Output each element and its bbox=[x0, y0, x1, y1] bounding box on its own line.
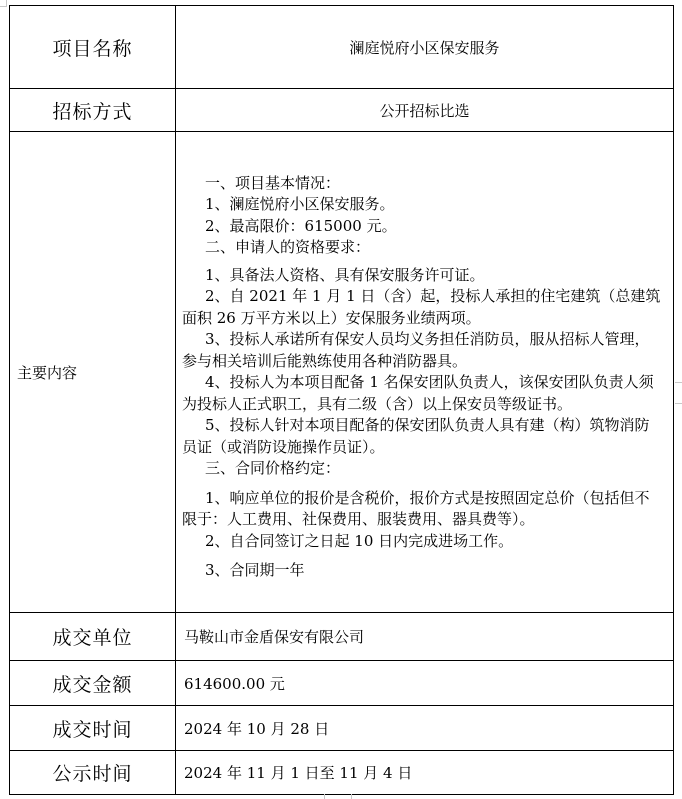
row-winning-bidder bbox=[10, 613, 674, 661]
project-name-label: 项目名称 bbox=[10, 6, 176, 89]
deal-amount-label: 成交金额 bbox=[10, 661, 176, 706]
section1-item: 1、澜庭悦府小区保安服务。 bbox=[205, 195, 395, 213]
row-deal-date bbox=[10, 706, 674, 751]
award-notice-table bbox=[9, 5, 674, 795]
bid-method-label: 招标方式 bbox=[10, 89, 176, 132]
page-corner-mark bbox=[0, 0, 7, 7]
section2-item: 4、投标人为本项目配备 1 名保安团队负责人，该保安团队负责人须为投标人正式职工，具有二级（含）以上保安员等级证书。 bbox=[182, 373, 654, 413]
row-project-name bbox=[10, 6, 674, 89]
main-content-label: 主要内容 bbox=[10, 132, 176, 613]
deal-date-label: 成交时间 bbox=[10, 706, 176, 751]
section2-title: 二、申请人的资格要求： bbox=[205, 238, 371, 256]
deal-amount-value: 614600.00 元 bbox=[176, 661, 674, 706]
table-resize-handle[interactable] bbox=[675, 382, 682, 404]
row-bid-method bbox=[10, 89, 674, 132]
section2-item: 2、自 2021 年 1 月 1 日（含）起，投标人承担的住宅建筑（总建筑面积 26 万平方米以上）安保服务业绩两项。 bbox=[182, 287, 661, 327]
winning-bidder-value: 马鞍山市金盾保安有限公司 bbox=[176, 613, 674, 661]
project-name-value: 澜庭悦府小区保安服务 bbox=[176, 6, 674, 89]
winning-bidder-label: 成交单位 bbox=[10, 613, 176, 661]
section3-item: 1、响应单位的报价是含税价，报价方式是按照固定总价（包括但不限于：人工费用、社保费用、服装费用、器具费等）。 bbox=[182, 488, 650, 528]
publicity-period-label: 公示时间 bbox=[10, 751, 176, 795]
table-row-handle[interactable] bbox=[324, 794, 352, 799]
bid-method-value: 公开招标比选 bbox=[176, 89, 674, 132]
section1-item: 2、最高限价：615000 元。 bbox=[205, 216, 397, 235]
section2-item: 5、投标人针对本项目配备的保安团队负责人具有建（构）筑物消防员证（或消防设施操作员证）。 bbox=[182, 416, 650, 456]
section2-item: 1、具备法人资格、具有保安服务许可证。 bbox=[205, 265, 485, 284]
section2-item: 3、投标人承诺所有保安人员均义务担任消防员，服从招标人管理，参与相关培训后能熟练使用各种消防器具。 bbox=[182, 330, 650, 370]
main-content-value bbox=[176, 132, 674, 613]
section3-title: 三、合同价格约定： bbox=[205, 459, 341, 477]
row-publicity-period bbox=[10, 751, 674, 795]
row-main-content bbox=[10, 132, 674, 613]
section1-title: 一、项目基本情况： bbox=[205, 173, 341, 192]
publicity-period-value: 2024 年 11 月 1 日至 11 月 4 日 bbox=[176, 751, 674, 795]
section3-item: 3、合同期一年 bbox=[205, 561, 305, 579]
section3-item: 2、自合同签订之日起 10 日内完成进场工作。 bbox=[205, 531, 514, 550]
row-deal-amount bbox=[10, 661, 674, 706]
deal-date-value: 2024 年 10 月 28 日 bbox=[176, 706, 674, 751]
